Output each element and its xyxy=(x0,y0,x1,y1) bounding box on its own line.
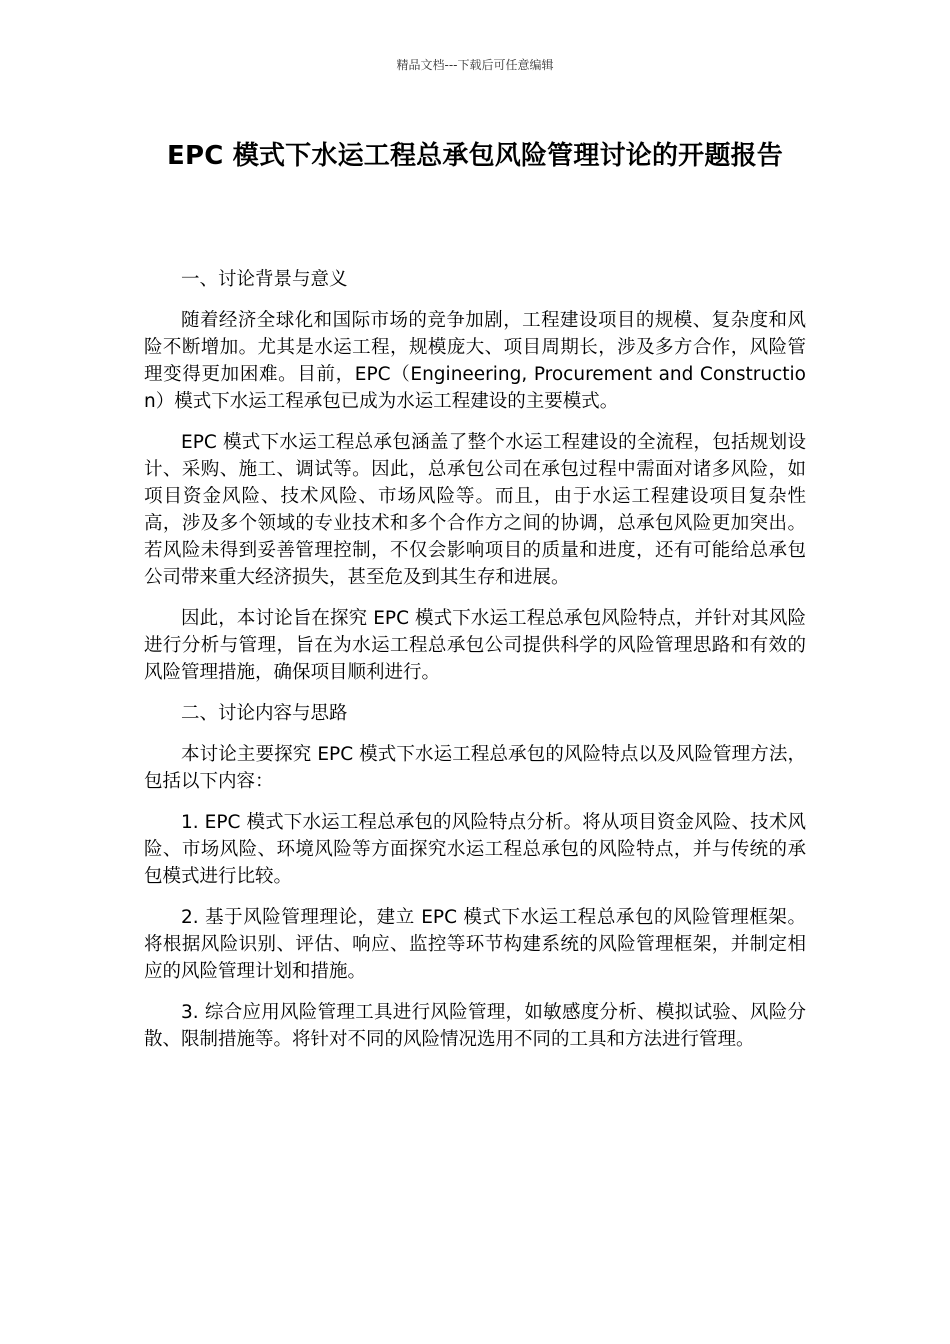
section-heading: 一、讨论背景与意义 xyxy=(181,269,348,290)
section-content xyxy=(144,700,806,1053)
list-item: 1. EPC 模式下水运工程总承包的风险特点分析。将从项目资金风险、技术风险、市场风险、环境风险等方面探究水运工程总承包的风险特点，并与传统的承包模式进行比较。 xyxy=(144,812,806,887)
list-item: 3. 综合应用风险管理工具进行风险管理，如敏感度分析、模拟试验、风险分散、限制措施等。将针对不同的风险情况选用不同的工具和方法进行管理。 xyxy=(144,1002,806,1050)
page-header-note: 精品文档---下载后可任意编辑 xyxy=(396,58,554,72)
section-heading: 二、讨论内容与思路 xyxy=(181,703,348,724)
document-title: EPC 模式下水运工程总承包风险管理讨论的开题报告 xyxy=(167,141,783,171)
paragraph: 本讨论主要探究 EPC 模式下水运工程总承包的风险特点以及风险管理方法，包括以下内容： xyxy=(144,744,806,792)
paragraph: 随着经济全球化和国际市场的竞争加剧，工程建设项目的规模、复杂度和风险不断增加。尤其是水运工程，规模庞大、项目周期长，涉及多方合作，风险管理变得更加困难。目前，EPC（Engineering, Procurement and Construction）模式下水运工程承包已成为水运工程建设的主要模式。 xyxy=(144,310,806,412)
list-item: 2. 基于风险管理理论，建立 EPC 模式下水运工程总承包的风险管理框架。将根据风险识别、评估、响应、监控等环节构建系统的风险管理框架，并制定相应的风险管理计划和措施。 xyxy=(144,907,806,982)
paragraph: EPC 模式下水运工程总承包涵盖了整个水运工程建设的全流程，包括规划设计、采购、施工、调试等。因此，总承包公司在承包过程中需面对诸多风险，如项目资金风险、技术风险、市场风险等。而且，由于水运工程建设项目复杂性高，涉及多个领域的专业技术和多个合作方之间的协调，总承包风险更加突出。若风险未得到妥善管理控制，不仅会影响项目的质量和进度，还有可能给总承包公司带来重大经济损失，甚至危及到其生存和进展。 xyxy=(144,432,806,588)
paragraph: 因此，本讨论旨在探究 EPC 模式下水运工程总承包风险特点，并针对其风险进行分析与管理，旨在为水运工程总承包公司提供科学的风险管理思路和有效的风险管理措施，确保项目顺利进行。 xyxy=(144,608,806,683)
section-background xyxy=(144,266,806,686)
document-body xyxy=(144,266,806,1067)
